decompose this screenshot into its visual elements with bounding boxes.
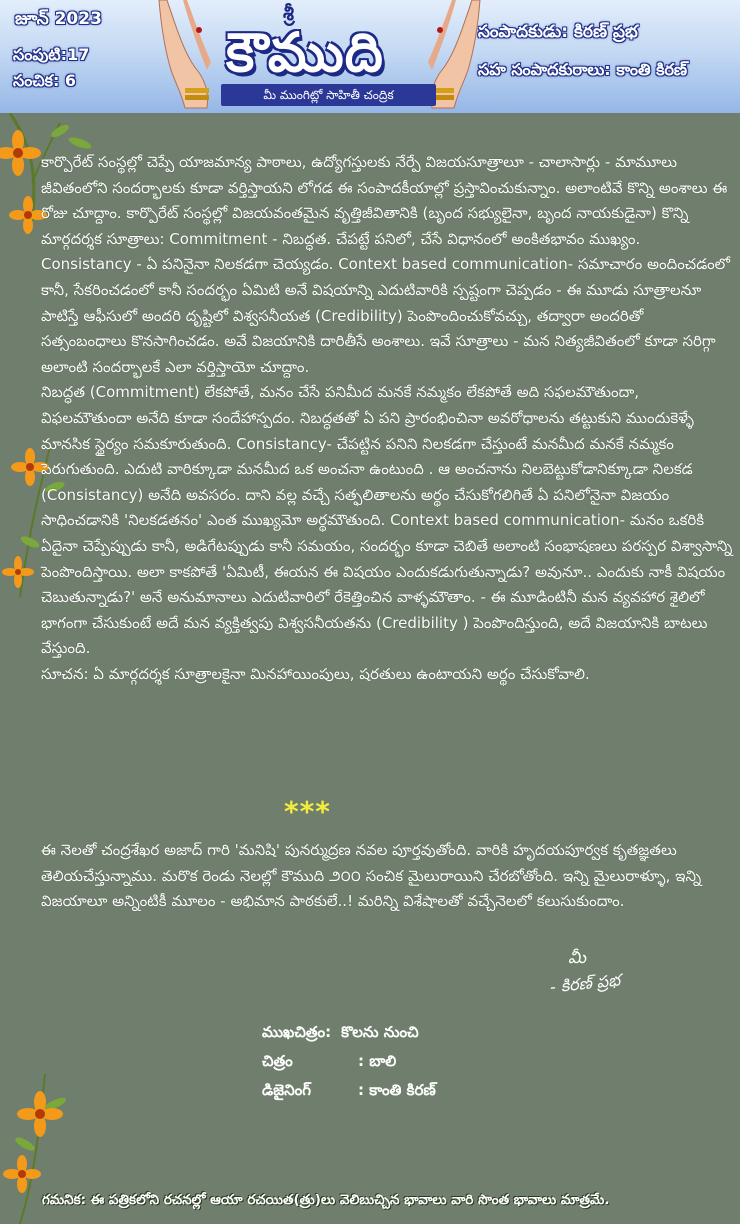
credit-label: చిత్రం [262,1052,293,1070]
namaste-hands-left-icon [157,0,227,112]
issue-number: సంచిక: 6 [13,71,77,90]
credit-row [262,1018,436,1047]
disclaimer-footer: గమనిక: ఈ పత్రికలోని రచనల్లో ఆయా రచయిత(త్రు)లు వెలిబుచ్చిన భావాలు వారి సొంత భావాలు మాత్రమే. [42,1192,610,1208]
signature-name: - కిరణ్ ప్రభ [548,970,621,997]
editorial-paragraph: నిబద్ధత (Commitment) లేకపోతే, మనం చేసే పనిమీద మనకే నమ్మకం లేకపోతే అది సఫలమౌతుందా, విఫలమౌతుందా అనేది కూడా సందేహాస్పదం. నిబద్ధతతో ఏ పని ప్రారంభించినా అవరోధాలను తట్టుకుని ముందుకెళ్ళే మానసిక స్థైర్యం సమకూరుతుంది. Consistancy- చేపట్టిన పనిని నిలకడగా చేస్తుంటే మనమీద మనకే నమ్మకం పెరుగుతుంది. ఎదుటి వారిక్కూడా మనమీద ఒక అంచనా ఉంటుంది . ఆ అంచనాను నిలబెట్టుకోడానిక్కూడా నిలకడ (Consistancy) అనేది అవసరం. దాని వల్ల వచ్చే సత్ఫలితాలను అర్థం చేసుకోగలిగితే ఏ పనిలోనైనా విజయం సాధించడానికి 'నిలకడతనం' ఎంత ముఖ్యమో అర్థమౌతుంది. Context based communication- మనం ఒకరికి ఏదైనా చెప్పేప్పుడు కానీ, అడిగేటప్పుడు కానీ సమయం, సందర్భం కూడా చెబితే అలాంటి సంభాషణలు పరస్పర విశ్వాసాన్ని పెంపొందిస్తాయి. అలా కాకపోతే 'ఏమిటీ, ఈయన ఈ విషయం ఎందుకడుగుతున్నాడు? అవునూ.. ఎందుకు నాకీ విషయం చెబుతున్నాడు?' అనే అనుమానాలు ఎదుటివారిలో రేకెత్తించిన వాళ్ళమౌతాం. - ఈ మూడింటినీ మన వ్యవహార శైలిలో భాగంగా చేసుకుంటే అదే మన వ్యక్తిత్వపు విశ్వసనీయతను (Credibility ) పెంపొందిస్తుంది, అదే విజయానికి బాటలు వేస్తుంది. [41,383,733,658]
credits-block [262,1018,436,1105]
credit-label: డిజైనింగ్ [262,1081,311,1099]
credit-value: కొలను నుంచి [341,1023,419,1041]
magazine-logo-title: కౌముది [226,20,384,84]
logo-sri: శ్రీ [283,1,294,25]
editorial-note: సూచన: ఏ మార్గదర్శక సూత్రాలకైనా మినహాయింపులు, షరతులు ఉంటాయని అర్థం చేసుకోవాలి. [41,664,590,683]
closing-paragraph: ఈ నెలతో చంద్రశేఖర అజాద్ గారి 'మనిషి' పునర్ముద్రణ నవల పూర్తవుతోంది. వారికి హృదయపూర్వక కృతజ్ఞతలు తెలియచేస్తున్నాము. మరొక రెండు నెలల్లో కౌముది ౨౦౦ సంచిక మైలురాయిని చేరబోతోంది. ఇన్ని మైలురాళ్ళూ, ఇన్ని విజయాలూ అన్నింటికీ మూలం - అభిమాన పాఠకులే..! మరిన్ని విశేషాలతో వచ్చేనెలలో కలుసుకుందాం. [41,841,702,911]
credit-value: : బాలి [358,1052,397,1070]
volume-number: సంపుటి:17 [13,45,90,64]
signature-prefix: మీ [568,948,586,968]
credit-row [262,1076,436,1105]
credit-value: : కాంతి కిరణ్ [358,1081,436,1099]
masthead [0,0,740,113]
credit-label: ముఖచిత్రం: [262,1023,332,1041]
credit-row [262,1047,436,1076]
section-separator: *** [284,795,331,828]
editorial-paragraph: కార్పొరేట్ సంస్థల్లో చెప్పే యాజమాన్య పాఠాలు, ఉద్యోగస్తులకు నేర్పే విజయసూత్రాలూ - చాలాసార్లు - మామూలు జీవితంలోని సందర్భాలకు కూడా వర్తిస్తాయని లోగడ ఈ సంపాదకీయాల్లో ప్రస్తావించుకున్నాం. అలాంటివే కొన్ని అంశాలు ఈ రోజు చూద్దాం. కార్పొరేట్ సంస్థల్లో విజయవంతమైన వృత్తిజీవితానికి (బృంద సభ్యులైనా, బృంద నాయకుడైనా) కొన్ని మార్గదర్శక సూత్రాలు: Commitment - నిబద్ధత. చేపట్టే పనిలో, చేసే విధానంలో అంకితభావం ముఖ్యం. Consistancy - ఏ పనినైనా నిలకడగా చెయ్యడం. Context based communication- సమాచారం అందించడంలో కానీ, సేకరించడంలో కానీ సందర్భం ఏమిటి అనే విషయాన్ని ఎదుటివారికి స్పష్టంగా చెప్పడం - ఈ మూడు సూత్రాలనూ పాటిస్తే ఆఫీసులో అందరి దృష్టిలో విశ్వసనీయత (Credibility) పెంపొందించుకోవచ్చు, తద్వారా అందరితో సత్సంబంధాలు కొనసాగించడం. అవే విజయానికి దారితీసే అంశాలు. ఇవే సూత్రాలు - మన నిత్యజీవితంలో కూడా సరిగ్గా అలాంటి సందర్భాలకే ఎలా వర్తిస్తాయో చూద్దాం. [41,153,731,376]
issue-month: జూన్ 2023 [15,9,102,29]
editor-name: సంపాదకుడు: కిరణ్ ప్రభ [478,22,638,42]
coeditor-name: సహ సంపాదకురాలు: కాంతి కిరణ్ [478,60,688,79]
editorial-body [41,150,733,687]
magazine-tagline: మీ ముంగిట్లో సాహితీ చంద్రిక [221,84,436,106]
